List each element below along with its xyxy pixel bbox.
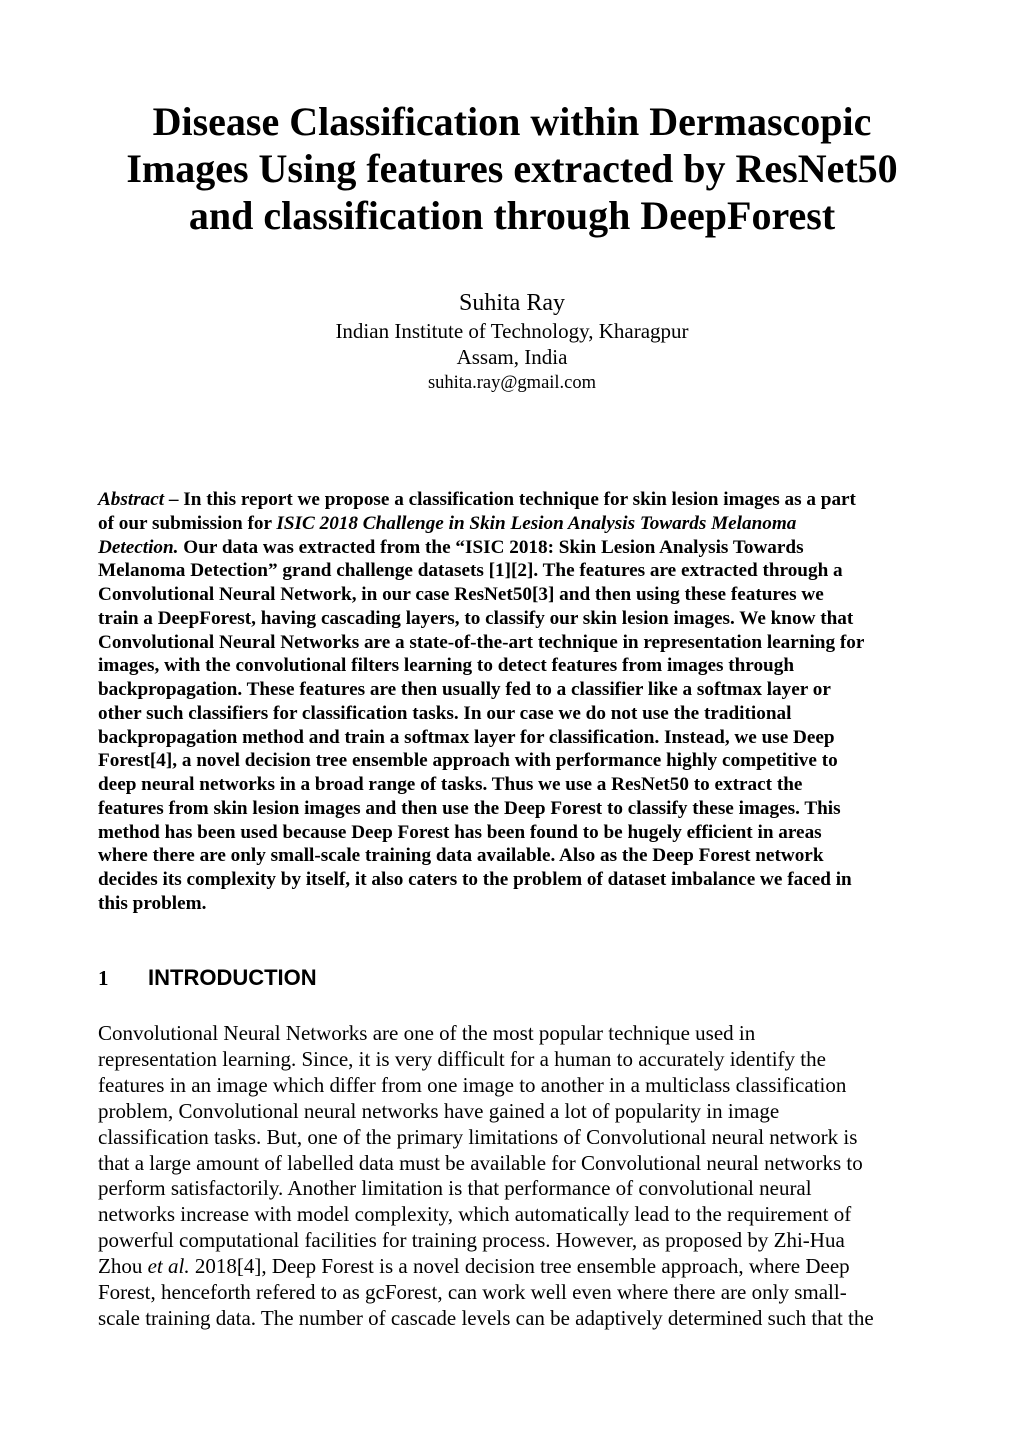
title-line: Disease Classification within Dermascopic	[152, 99, 872, 144]
abstract-text: Our data was extracted from the “ISIC 2018: Skin Lesion Analysis Towards	[178, 536, 804, 558]
author-email: suhita.ray@gmail.com	[427, 373, 597, 393]
abstract-line: train a DeepForest, having cascading layers, to classify our skin lesion images. We know that	[98, 607, 854, 629]
abstract-line	[98, 536, 928, 560]
abstract-line: method has been used because Deep Forest has been found to be hugely efficient in areas	[98, 821, 822, 843]
abstract-line	[98, 512, 928, 536]
section-heading-introduction	[98, 964, 317, 992]
abstract-line: where there are only small-scale training data available. Also as the Deep Forest network	[98, 845, 824, 867]
body-line: Forest, henceforth refered to as gcForest, can work well even where there are only small-	[98, 1280, 847, 1305]
abstract-line: features from skin lesion images and then use the Deep Forest to classify these images. This	[98, 797, 841, 819]
abstract-line: Forest[4], a novel decision tree ensemble approach with performance highly competitive to	[98, 750, 838, 772]
body-line	[98, 1254, 928, 1280]
body-line: problem, Convolutional neural networks have gained a lot of popularity in image	[98, 1098, 780, 1123]
abstract-text: of our submission for	[98, 512, 277, 534]
section-title: INTRODUCTION	[148, 965, 317, 990]
abstract-label: Abstract	[98, 489, 165, 510]
abstract-line: Convolutional Neural Network, in our case ResNet50[3] and then using these features we	[98, 584, 824, 605]
section-number: 1	[98, 966, 109, 990]
abstract-line: images, with the convolutional filters learning to detect features from images through	[98, 655, 794, 677]
abstract-line: other such classifiers for classification tasks. In our case we do not use the traditional	[98, 702, 792, 724]
abstract-line: backpropagation. These features are then usually fed to a classifier like a softmax layer or	[98, 679, 831, 700]
author-block	[112, 288, 912, 396]
abstract-line: Melanoma Detection” grand challenge datasets [1][2]. The features are extracted through a	[98, 560, 843, 582]
abstract	[98, 488, 928, 916]
abstract-line: Convolutional Neural Networks are a state-of-the-art technique in representation learning for	[98, 631, 865, 653]
author-name: Suhita Ray	[459, 290, 565, 316]
body-line: classification tasks. But, one of the primary limitations of Convolutional neural network is	[98, 1124, 858, 1149]
body-line: that a large amount of labelled data must be available for Convolutional neural networks to	[98, 1150, 863, 1175]
abstract-line: decides its complexity by itself, it also caters to the problem of dataset imbalance we faced in	[98, 869, 852, 890]
abstract-text: – In this report we propose a classification technique for skin lesion images as a part	[164, 489, 856, 510]
body-line: features in an image which differ from one image to another in a multiclass classification	[98, 1072, 847, 1097]
body-text: Zhou	[98, 1254, 148, 1279]
body-line: networks increase with model complexity, which automatically lead to the requirement of	[98, 1202, 852, 1227]
body-line: scale training data. The number of cascade levels can be adaptively determined such that the	[98, 1305, 874, 1330]
abstract-line: backpropagation method and train a softmax layer for classification. Instead, we use Deep	[98, 726, 835, 748]
author-affiliation: Indian Institute of Technology, Kharagpur	[335, 319, 689, 343]
introduction-paragraph	[98, 1021, 928, 1332]
author-location: Assam, India	[456, 345, 568, 369]
citation-et-al: et al.	[147, 1254, 190, 1279]
challenge-name: ISIC 2018 Challenge in Skin Lesion Analysis Towards Melanoma	[276, 512, 797, 534]
challenge-name: Detection.	[98, 536, 179, 558]
abstract-line: deep neural networks in a broad range of tasks. Thus we use a ResNet50 to extract the	[98, 774, 803, 795]
body-line: representation learning. Since, it is very difficult for a human to accurately identify the	[98, 1046, 826, 1071]
title-line: Images Using features extracted by ResNet50	[126, 146, 898, 191]
body-line: Convolutional Neural Networks are one of the most popular technique used in	[98, 1021, 756, 1045]
paper-title	[80, 98, 944, 239]
abstract-line	[98, 488, 928, 512]
abstract-line: this problem.	[98, 892, 207, 914]
body-line: perform satisfactorily. Another limitation is that performance of convolutional neural	[98, 1176, 812, 1201]
body-line: powerful computational facilities for training process. However, as proposed by Zhi-Hua	[98, 1228, 845, 1253]
title-line: and classification through DeepForest	[188, 193, 836, 238]
body-text: 2018[4], Deep Forest is a novel decision tree ensemble approach, where Deep	[189, 1254, 850, 1279]
